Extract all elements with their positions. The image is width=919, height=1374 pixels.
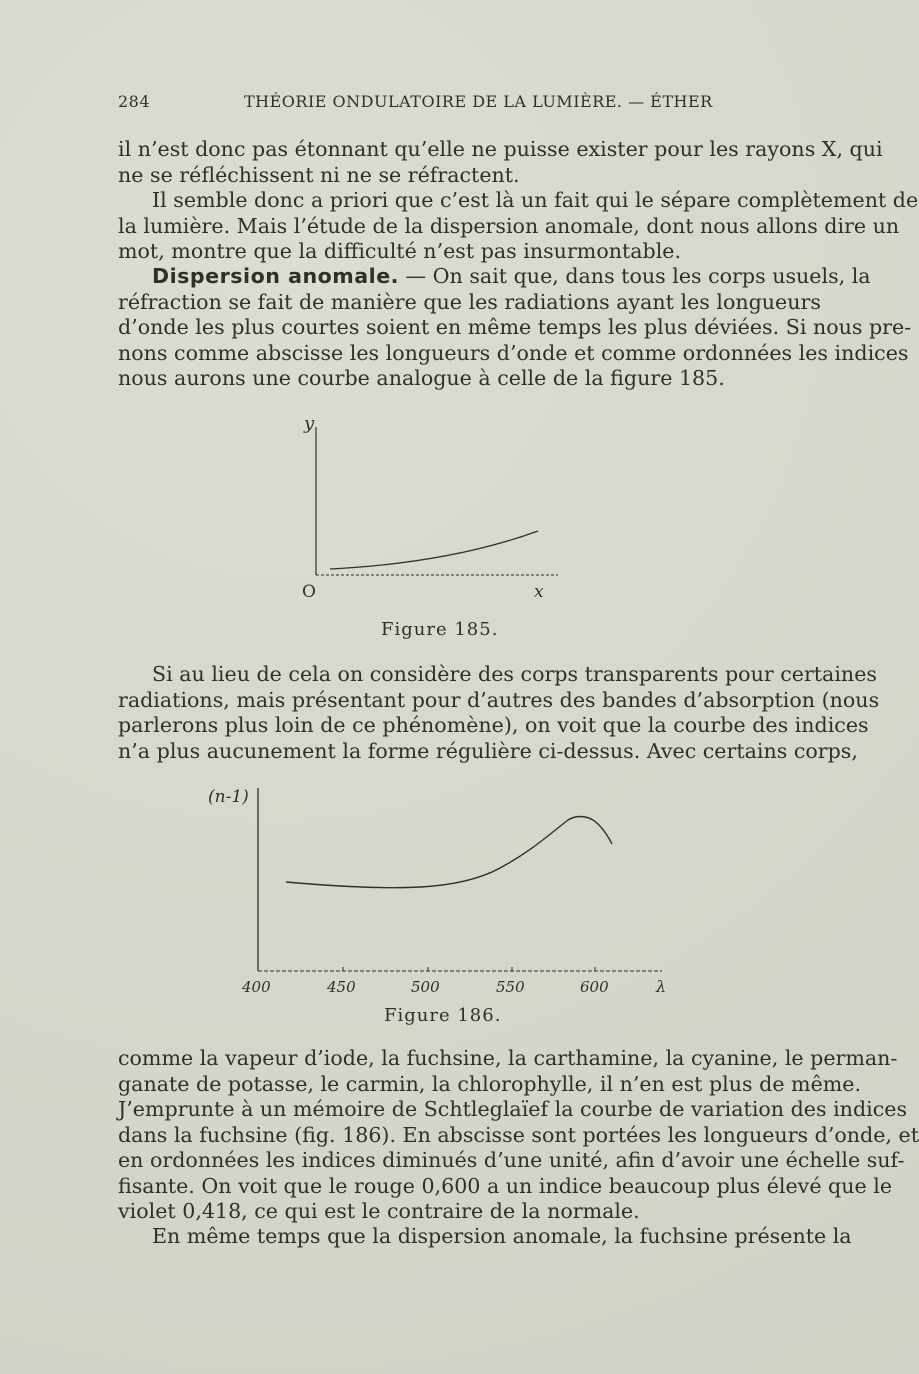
x-ticks (343, 967, 595, 971)
y-axis-label: y (304, 413, 315, 434)
text-line: dans la fuchsine (fig. 186). En abscisse sont portées les longueurs d’onde, et (118, 1122, 919, 1147)
text-line: fisante. On voit que le rouge 0,600 a un indice beaucoup plus élevé que le (118, 1173, 893, 1198)
text-line: Si au lieu de cela on considère des corps transparents pour certaines (152, 662, 877, 686)
text-line: d’onde les plus courtes soient en même temps les plus déviées. Si nous pre- (118, 315, 912, 339)
section-heading: Dispersion anomale. (152, 264, 399, 288)
heading-continuation: — On sait que, dans tous les corps usuels, la (398, 264, 871, 288)
paragraph-6 (118, 1224, 852, 1250)
text-line: Il semble donc a priori que c’est là un fait qui le sépare complètement de (152, 188, 919, 212)
text-line: il n’est donc pas étonnant qu’elle ne puisse exister pour les rayons X, qui (118, 137, 883, 161)
text-line: J’emprunte à un mémoire de Schtleglaïef la courbe de variation des indices (118, 1097, 908, 1121)
fuchsine-index-curve (286, 817, 612, 888)
page-header (118, 92, 778, 118)
figure-186-caption: Figure 186. (384, 1005, 502, 1026)
text-line: mot, montre que la difficulté n’est pas insurmontable. (118, 239, 682, 263)
tick-label-400: 400 (242, 978, 271, 996)
origin-label: O (302, 582, 316, 602)
text-line: En même temps que la dispersion anomale, la fuchsine présente la (152, 1224, 852, 1248)
paragraph-2 (118, 188, 919, 265)
x-axis-label: x (534, 582, 544, 602)
figure-185-caption: Figure 185. (381, 619, 499, 640)
text-line: comme la vapeur d’iode, la fuchsine, la carthamine, la cyanine, le perman- (118, 1046, 898, 1070)
tick-label-500: 500 (411, 978, 440, 996)
x-axis-label: λ (656, 977, 667, 996)
paragraph-5 (118, 1046, 919, 1225)
text-line: parlerons plus loin de ce phénomène), on voit que la courbe des indices (118, 713, 869, 737)
tick-label-600: 600 (580, 978, 609, 996)
text-line: réfraction se fait de manière que les radiations ayant les longueurs (118, 289, 821, 314)
text-line: n’a plus aucunement la forme régulière ci-dessus. Avec certains corps, (118, 738, 858, 763)
figure-186 (200, 778, 680, 998)
text-line: violet 0,418, ce qui est le contraire de la normale. (118, 1199, 640, 1223)
text-line: en ordonnées les indices diminués d’une unité, afin d’avoir une échelle suf- (118, 1148, 905, 1172)
text-line: ne se réfléchissent ni ne se réfractent. (118, 162, 520, 187)
running-title: THÉORIE ONDULATOIRE DE LA LUMIÈRE. — ÉTHER (244, 92, 713, 111)
paragraph-3 (118, 264, 912, 392)
text-line (118, 264, 871, 290)
text-line: ganate de potasse, le carmin, la chlorophylle, il n’en est plus de même. (118, 1071, 862, 1096)
text-line: nous aurons une courbe analogue à celle de la figure 185. (118, 366, 725, 390)
tick-label-550: 550 (496, 978, 525, 996)
page-number: 284 (118, 92, 151, 111)
paragraph-4 (118, 662, 880, 764)
y-axis-label: (n-1) (208, 787, 249, 807)
text-line: radiations, mais présentant pour d’autres des bandes d’absorption (nous (118, 687, 880, 712)
paragraph-1 (118, 137, 883, 188)
figure-185 (290, 405, 580, 610)
text-line: nons comme abscisse les longueurs d’onde et comme ordonnées les indices (118, 340, 909, 365)
text-line: la lumière. Mais l’étude de la dispersion anomale, dont nous allons dire un (118, 213, 900, 238)
index-curve (330, 531, 538, 569)
tick-label-450: 450 (327, 978, 356, 996)
